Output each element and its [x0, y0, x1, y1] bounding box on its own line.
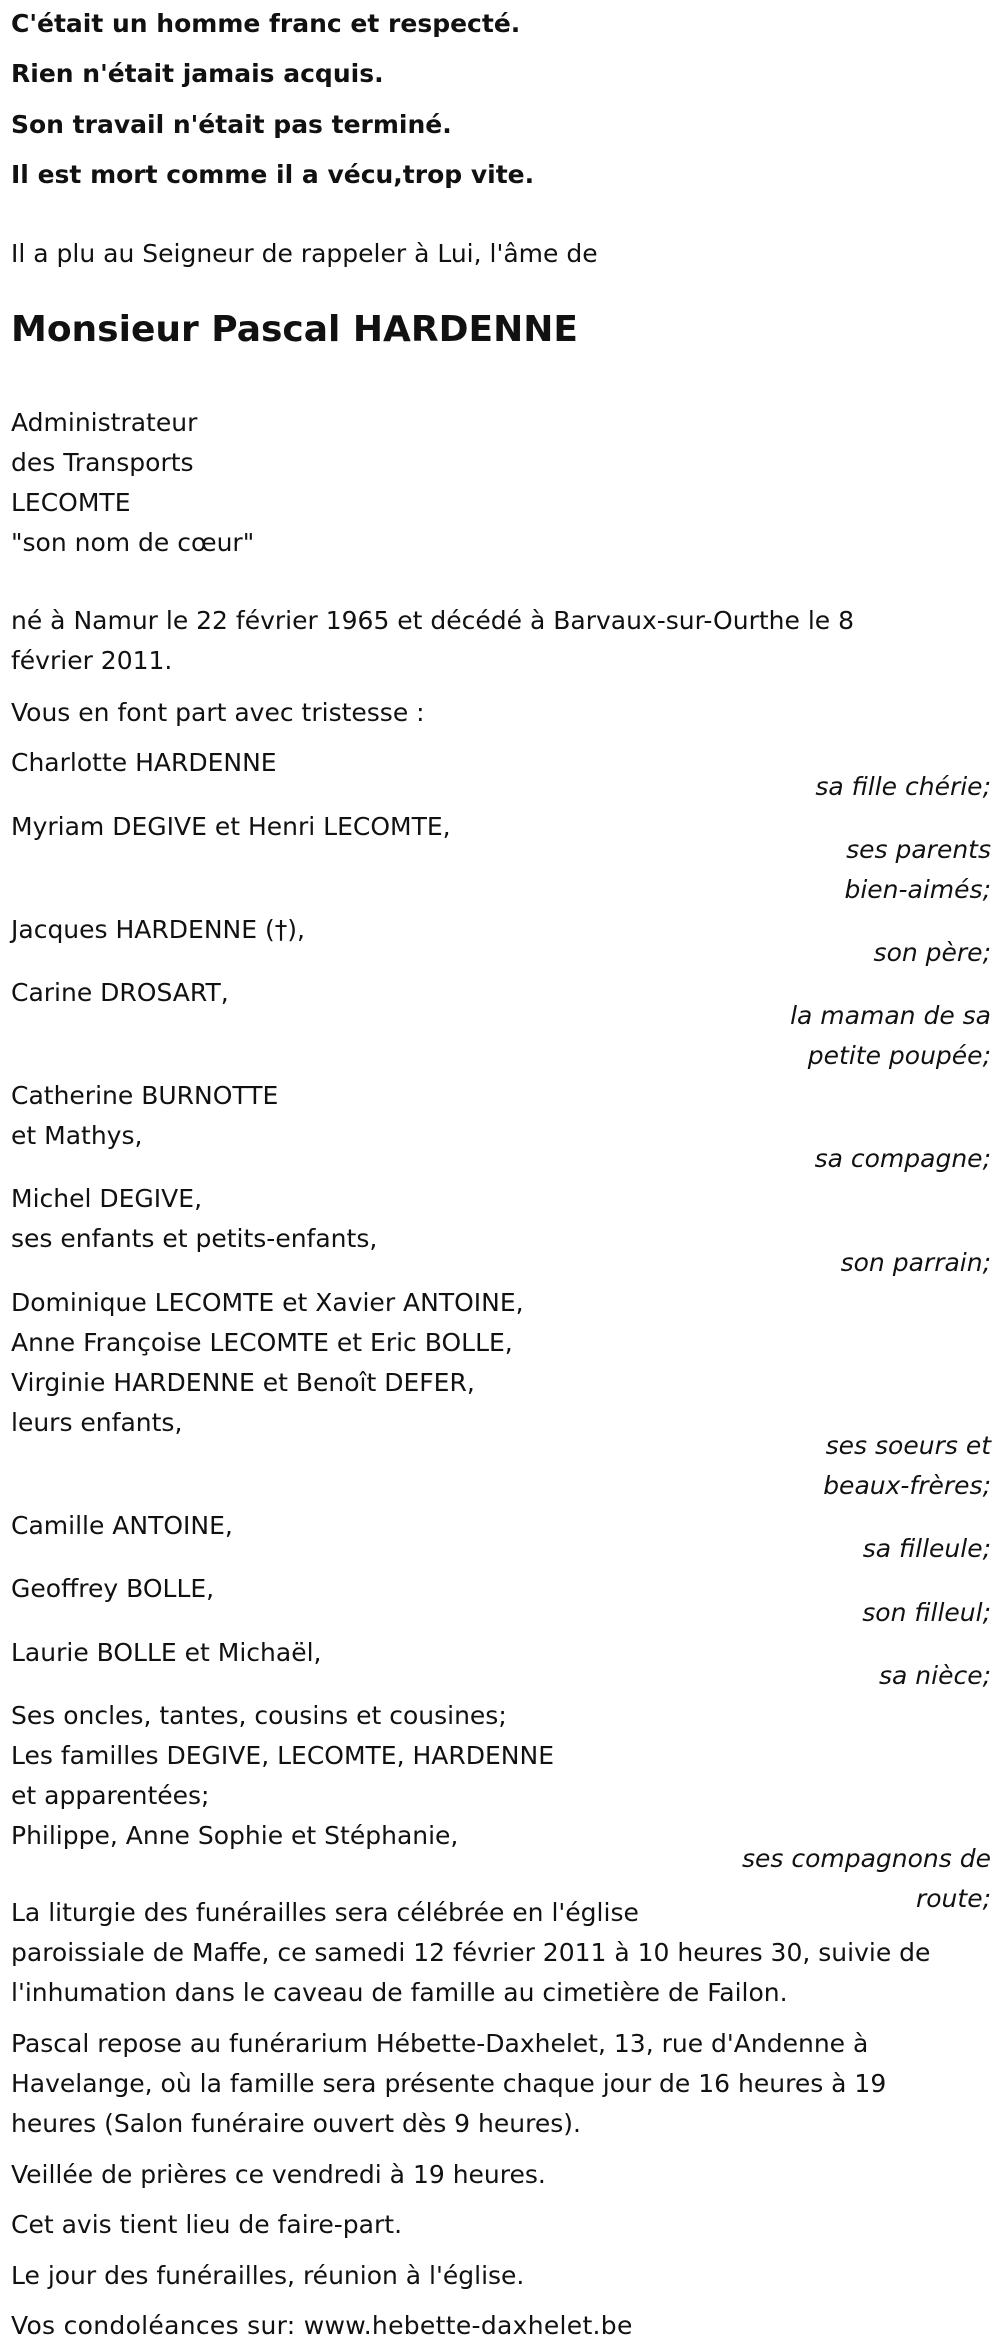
family-name-line: Virginie HARDENNE et Benoît DEFER,: [11, 1368, 475, 1397]
verse-line: Il est mort comme il a vécu,trop vite.: [11, 160, 535, 189]
funeral-line: La liturgie des funérailles sera célébrée en l'église: [11, 1898, 639, 1927]
position-line: des Transports: [11, 448, 194, 477]
family-name-line: Michel DEGIVE,: [11, 1184, 203, 1213]
family-relation: bien-aimés;: [844, 875, 991, 904]
family-name-line: Myriam DEGIVE et Henri LECOMTE,: [11, 812, 451, 841]
family-relation: sa nièce;: [878, 1661, 991, 1690]
position-line: Administrateur: [11, 408, 198, 437]
verse-line: Rien n'était jamais acquis.: [11, 59, 384, 88]
notice-text: Cet avis tient lieu de faire-part.: [11, 2210, 403, 2239]
family-name-line: Charlotte HARDENNE: [11, 748, 277, 777]
family-name-line: leurs enfants,: [11, 1408, 183, 1437]
funeral-line: l'inhumation dans le caveau de famille au cimetière de Failon.: [11, 1978, 788, 2007]
family-name-line: Les familles DEGIVE, LECOMTE, HARDENNE: [11, 1741, 554, 1770]
repose-line: Havelange, où la famille sera présente chaque jour de 16 heures à 19: [11, 2069, 887, 2098]
family-name-line: Laurie BOLLE et Michaël,: [11, 1638, 322, 1667]
announce-text: Vous en font part avec tristesse :: [11, 698, 425, 727]
family-relation: son parrain;: [840, 1248, 991, 1277]
family-relation: ses compagnons de: [741, 1844, 991, 1873]
family-relation: sa filleule;: [862, 1534, 991, 1563]
family-name-line: Philippe, Anne Sophie et Stéphanie,: [11, 1821, 459, 1850]
family-relation: ses parents: [846, 835, 991, 864]
birth-death-line: né à Namur le 22 février 1965 et décédé à Barvaux-sur-Ourthe le 8: [11, 606, 855, 635]
family-name-line: et apparentées;: [11, 1781, 210, 1810]
family-name-line: Geoffrey BOLLE,: [11, 1574, 215, 1603]
family-name-line: Camille ANTOINE,: [11, 1511, 233, 1540]
family-name-line: Carine DROSART,: [11, 978, 229, 1007]
birth-death-line: février 2011.: [11, 646, 173, 675]
family-relation: son père;: [873, 938, 991, 967]
family-relation: sa compagne;: [814, 1144, 991, 1173]
funeral-line: paroissiale de Maffe, ce samedi 12 février 2011 à 10 heures 30, suivie de: [11, 1938, 931, 1967]
family-name-line: et Mathys,: [11, 1121, 143, 1150]
family-relation: beaux-frères;: [823, 1471, 991, 1500]
position-line: "son nom de cœur": [11, 528, 255, 557]
family-relation: la maman de sa: [790, 1001, 991, 1030]
family-name-line: Anne Françoise LECOMTE et Eric BOLLE,: [11, 1328, 513, 1357]
family-relation: route;: [915, 1884, 991, 1913]
meeting-text: Le jour des funérailles, réunion à l'église.: [11, 2261, 525, 2290]
family-name-line: Catherine BURNOTTE: [11, 1081, 279, 1110]
family-relation: sa fille chérie;: [815, 772, 991, 801]
family-name-line: Jacques HARDENNE (†),: [11, 915, 305, 944]
family-relation: ses soeurs et: [825, 1431, 991, 1460]
condolences-text: Vos condoléances sur: www.hebette-daxhelet.be: [11, 2311, 633, 2340]
repose-line: heures (Salon funéraire ouvert dès 9 heures).: [11, 2109, 581, 2138]
family-relation: son filleul;: [862, 1598, 991, 1627]
family-name-line: Dominique LECOMTE et Xavier ANTOINE,: [11, 1288, 524, 1317]
deceased-name: Monsieur Pascal HARDENNE: [11, 309, 578, 350]
vigil-text: Veillée de prières ce vendredi à 19 heures.: [11, 2160, 546, 2189]
verse-line: Son travail n'était pas terminé.: [11, 110, 452, 139]
family-name-line: ses enfants et petits-enfants,: [11, 1224, 378, 1253]
intro-text: Il a plu au Seigneur de rappeler à Lui, l'âme de: [11, 239, 598, 268]
repose-line: Pascal repose au funérarium Hébette-Daxhelet, 13, rue d'Andenne à: [11, 2029, 869, 2058]
position-line: LECOMTE: [11, 488, 131, 517]
verse-line: C'était un homme franc et respecté.: [11, 9, 521, 38]
family-relation: petite poupée;: [807, 1041, 991, 1070]
family-name-line: Ses oncles, tantes, cousins et cousines;: [11, 1701, 507, 1730]
